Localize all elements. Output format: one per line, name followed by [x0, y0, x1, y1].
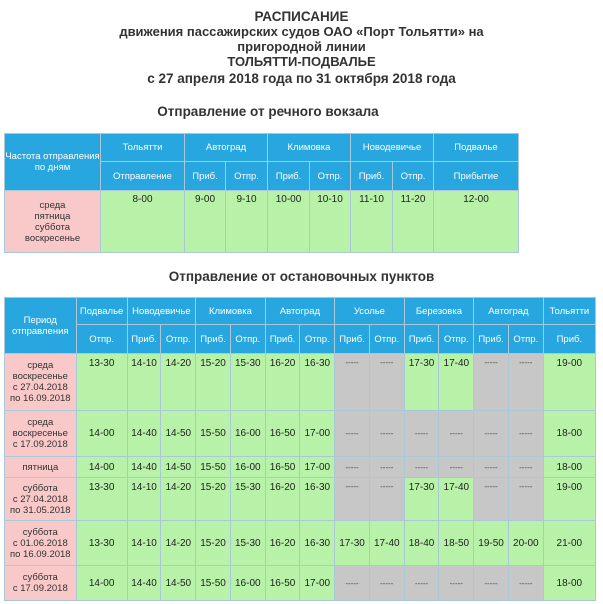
time-cell: 11-20 [393, 191, 434, 253]
subheader: Отправление [101, 162, 185, 191]
time-cell: 14-00 [76, 566, 127, 601]
time-cell: 14-40 [127, 457, 161, 478]
time-cell: 17-00 [300, 457, 335, 478]
subheader: Отпр. [508, 325, 543, 354]
time-cell: 18-00 [543, 411, 595, 457]
schedule-subtitle-line: пригородной линии [237, 39, 366, 54]
station-header: Подвалье [434, 134, 519, 162]
period-label: по 16.09.2018 [9, 393, 71, 404]
time-cell: 16-20 [265, 521, 300, 566]
time-cell: 14-00 [76, 457, 127, 478]
subheader: Приб. [127, 325, 161, 354]
time-cell: 14-10 [127, 478, 161, 521]
no-stop-cell: ----- [474, 457, 509, 478]
no-stop-cell: ----- [369, 478, 404, 521]
no-stop-cell: ----- [335, 411, 370, 457]
station-header: Автоград [265, 298, 335, 325]
time-cell: 14-20 [161, 354, 196, 411]
time-cell: 15-50 [196, 457, 231, 478]
frequency-header: Частота отправления по дням [5, 134, 101, 191]
no-stop-cell: ----- [335, 457, 370, 478]
time-cell: 20-00 [508, 521, 543, 566]
time-cell: 14-10 [127, 354, 161, 411]
subheader: Отпр. [439, 325, 474, 354]
time-cell: 16-50 [265, 457, 300, 478]
time-cell: 17-30 [404, 354, 439, 411]
schedule-subtitle: движения пассажирских судов ОАО «Порт Тольятти» на [119, 24, 484, 39]
time-cell: 14-20 [161, 478, 196, 521]
no-stop-cell: ----- [439, 566, 474, 601]
schedule-title: РАСПИСАНИЕ [254, 9, 349, 24]
no-stop-cell: ----- [508, 411, 543, 457]
station-header: Усолье [335, 298, 405, 325]
route-name: ТОЛЬЯТТИ-ПОДВАЛЬЕ [227, 54, 376, 69]
subheader: Приб. [474, 325, 509, 354]
time-cell: 15-20 [196, 521, 231, 566]
no-stop-cell: ----- [369, 566, 404, 601]
period-label: с 01.06.2018 [12, 537, 68, 549]
time-cell: 13-30 [76, 478, 127, 521]
day-label: пятница [34, 210, 71, 222]
no-stop-cell: ----- [369, 354, 404, 411]
time-cell: 19-50 [474, 521, 509, 566]
time-cell: 15-20 [196, 354, 231, 411]
time-cell: 15-20 [196, 478, 231, 521]
station-header: Тольятти [101, 134, 185, 162]
subheader: Прибытие [434, 162, 519, 191]
table-row [5, 354, 596, 411]
time-cell: 19-00 [543, 478, 595, 521]
period-label: с 17.09.2018 [12, 583, 68, 594]
subheader: Приб. [185, 162, 226, 191]
no-stop-cell: ----- [439, 457, 474, 478]
no-stop-cell: ----- [404, 566, 439, 601]
station-header: Климовка [196, 298, 266, 325]
table-row [5, 566, 596, 601]
period-header: Период отправления [5, 298, 77, 354]
station-header: Климовка [268, 134, 351, 162]
days-cell [5, 191, 101, 253]
period-label: с 27.04.2018 [12, 382, 68, 393]
period-label: по 16.09.2018 [9, 548, 71, 560]
subheader: Отпр. [161, 325, 196, 354]
time-cell: 16-00 [230, 411, 265, 457]
time-cell: 9-00 [185, 191, 226, 253]
station-header: Автоград [474, 298, 544, 325]
time-cell: 14-50 [161, 566, 196, 601]
time-cell: 16-20 [265, 478, 300, 521]
time-cell: 17-40 [439, 478, 474, 521]
no-stop-cell: ----- [508, 566, 543, 601]
time-cell: 18-50 [439, 521, 474, 566]
period-label: среда [27, 417, 54, 428]
subheader: Отпр. [393, 162, 434, 191]
no-stop-cell: ----- [369, 411, 404, 457]
time-cell: 8-00 [101, 191, 185, 253]
station-header: Подвалье [76, 298, 127, 325]
subheader: Приб. [404, 325, 439, 354]
time-cell: 16-00 [230, 566, 265, 601]
table-row [5, 457, 596, 478]
day-label: суббота [34, 221, 71, 233]
time-cell: 11-10 [351, 191, 393, 253]
period-label: с 27.04.2018 [12, 493, 68, 505]
time-cell: 21-00 [543, 521, 595, 566]
period-cell [5, 354, 77, 411]
subheader: Приб. [268, 162, 310, 191]
period-label: с 17.09.2018 [12, 439, 68, 450]
period-cell [5, 411, 77, 457]
no-stop-cell: ----- [474, 411, 509, 457]
time-cell: 16-20 [265, 354, 300, 411]
time-cell: 14-10 [127, 521, 161, 566]
station-header: Автоград [185, 134, 268, 162]
subheader: Отпр. [369, 325, 404, 354]
table-row [5, 411, 596, 457]
time-cell: 18-40 [404, 521, 439, 566]
period-label: суббота [22, 526, 58, 538]
time-cell: 15-30 [230, 478, 265, 521]
period-cell [5, 457, 77, 478]
table-row [5, 521, 596, 566]
time-cell: 14-20 [161, 521, 196, 566]
no-stop-cell: ----- [474, 354, 509, 411]
subheader: Отпр. [230, 325, 265, 354]
period-label: воскресенье [12, 428, 68, 439]
time-cell: 12-00 [434, 191, 519, 253]
no-stop-cell: ----- [508, 354, 543, 411]
no-stop-cell: ----- [335, 566, 370, 601]
time-cell: 13-30 [76, 354, 127, 411]
period-cell [5, 478, 77, 521]
time-cell: 16-30 [300, 478, 335, 521]
no-stop-cell: ----- [474, 478, 509, 521]
time-cell: 17-30 [404, 478, 439, 521]
time-cell: 14-50 [161, 457, 196, 478]
time-cell: 18-00 [543, 457, 595, 478]
stops-departure-table [4, 297, 596, 601]
station-header: Березовка [404, 298, 474, 325]
no-stop-cell: ----- [404, 411, 439, 457]
time-cell: 16-50 [265, 411, 300, 457]
subheader: Отпр. [226, 162, 268, 191]
subheader: Отпр. [300, 325, 335, 354]
time-cell: 16-30 [300, 354, 335, 411]
subheader: Приб. [265, 325, 300, 354]
period-label: воскресенье [12, 371, 68, 382]
subheader: Отпр. [310, 162, 351, 191]
time-cell: 10-10 [310, 191, 351, 253]
section-title-stops: Отправление от остановочных пунктов [168, 269, 435, 284]
no-stop-cell: ----- [335, 354, 370, 411]
period-cell [5, 521, 77, 566]
time-cell: 18-00 [543, 566, 595, 601]
no-stop-cell: ----- [335, 478, 370, 521]
station-header: Новодевичье [127, 298, 195, 325]
subheader: Приб. [543, 325, 595, 354]
time-cell: 9-10 [226, 191, 268, 253]
time-cell: 17-00 [300, 566, 335, 601]
no-stop-cell: ----- [508, 478, 543, 521]
time-cell: 17-00 [300, 411, 335, 457]
subheader: Приб. [335, 325, 370, 354]
station-header: Тольятти [543, 298, 595, 325]
day-label: среда [39, 199, 66, 211]
time-cell: 17-30 [335, 521, 370, 566]
time-cell: 16-30 [300, 521, 335, 566]
time-cell: 14-40 [127, 411, 161, 457]
time-cell: 15-30 [230, 521, 265, 566]
period-cell [5, 566, 77, 601]
time-cell: 15-50 [196, 566, 231, 601]
time-cell: 17-40 [439, 354, 474, 411]
period-label: по 31.05.2018 [9, 504, 71, 516]
station-header: Новодевичье [351, 134, 434, 162]
table-row [5, 478, 596, 521]
period-label: суббота [22, 482, 58, 494]
schedule-period: с 27 апреля 2018 года по 31 октября 2018 года [147, 71, 456, 86]
time-cell: 14-00 [76, 411, 127, 457]
time-cell: 19-00 [543, 354, 595, 411]
time-cell: 15-30 [230, 354, 265, 411]
no-stop-cell: ----- [474, 566, 509, 601]
time-cell: 10-00 [268, 191, 310, 253]
no-stop-cell: ----- [508, 457, 543, 478]
time-cell: 15-50 [196, 411, 231, 457]
day-label: воскресенье [24, 232, 81, 244]
river-station-departure-table [4, 133, 519, 253]
no-stop-cell: ----- [369, 457, 404, 478]
time-cell: 16-50 [265, 566, 300, 601]
subheader: Приб. [196, 325, 231, 354]
period-label: среда [27, 360, 54, 371]
time-cell: 14-40 [127, 566, 161, 601]
subheader: Отпр. [76, 325, 127, 354]
section-title-river-station: Отправление от речного вокзала [157, 104, 379, 119]
time-cell: 14-50 [161, 411, 196, 457]
period-label: суббота [22, 572, 58, 583]
no-stop-cell: ----- [404, 457, 439, 478]
time-cell: 16-00 [230, 457, 265, 478]
time-cell: 13-30 [76, 521, 127, 566]
period-label: пятница [22, 461, 59, 473]
no-stop-cell: ----- [439, 411, 474, 457]
time-cell: 17-40 [369, 521, 404, 566]
subheader: Приб. [351, 162, 393, 191]
